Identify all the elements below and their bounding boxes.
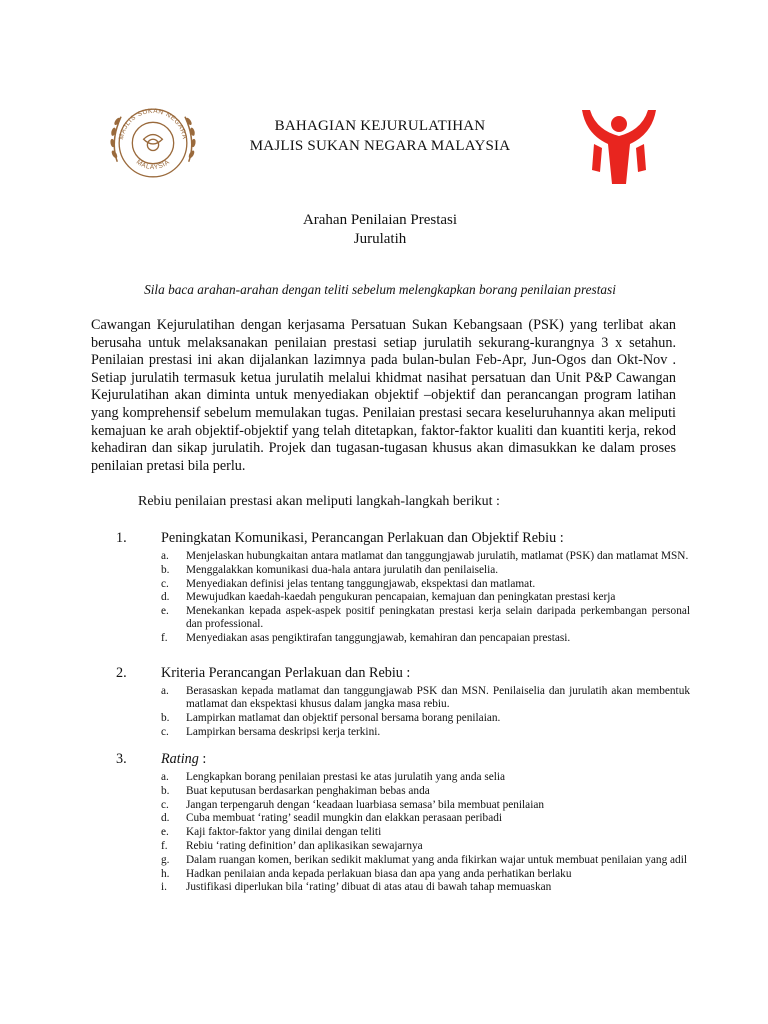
section-header <box>110 750 690 768</box>
item-text: Lampirkan bersama deskripsi kerja terkini. <box>186 725 381 738</box>
item-text: Buat keputusan berdasarkan penghakiman bebas anda <box>186 784 430 797</box>
org-line-1: BAHAGIAN KEJURULATIHAN <box>274 118 486 134</box>
item-text: Mewujudkan kaedah-kaedah pengukuran pencapaian, kemajuan dan peningkatan prestasi kerja <box>186 591 616 604</box>
section-items <box>110 685 690 739</box>
item-letter: g. <box>161 853 170 866</box>
list-item <box>110 591 690 604</box>
section-header <box>110 664 690 682</box>
section-title <box>161 750 206 768</box>
item-text: Hadkan penilaian anda kepada perlakuan biasa dan apa yang anda perhatikan berlaku <box>186 867 572 880</box>
item-text: Dalam ruangan komen, berikan sedikit maklumat yang anda fikirkan wajar untuk membuat penilaian yang adil <box>186 853 687 866</box>
item-text: Kaji faktor-faktor yang dinilai dengan teliti <box>186 826 382 839</box>
list-item <box>110 812 690 825</box>
section-title: Kriteria Perancangan Perlakuan dan Rebiu : <box>161 665 411 681</box>
list-item <box>110 578 690 591</box>
section-title: Peningkatan Komunikasi, Perancangan Perlakuan dan Objektif Rebiu : <box>161 530 564 546</box>
section-3 <box>110 750 690 895</box>
item-letter: a. <box>161 685 169 697</box>
document-title <box>200 211 560 249</box>
list-item <box>110 550 690 563</box>
seal-text-bottom: MALAYSIA <box>134 158 172 172</box>
section-1 <box>110 529 690 646</box>
item-letter: c. <box>161 577 169 590</box>
title-line-2: Jurulatih <box>353 231 407 247</box>
item-letter: i. <box>161 881 167 894</box>
item-letter: a. <box>161 550 169 562</box>
item-letter: f. <box>161 632 168 645</box>
red-figure-logo <box>578 104 660 192</box>
item-text: Lengkapkan borang penilaian prestasi ke atas jurulatih yang anda selia <box>186 771 506 783</box>
list-item <box>110 726 690 739</box>
item-text: Menekankan kepada aspek-aspek positif peningkatan prestasi kerja selain daripada perkembangan personal dan professional. <box>186 605 690 631</box>
item-text: Cuba membuat ‘rating’ seadil mungkin dan elakkan perasaan peribadi <box>186 812 502 825</box>
org-line-2: MAJLIS SUKAN NEGARA MALAYSIA <box>249 138 511 154</box>
item-letter: e. <box>161 605 169 618</box>
item-letter: b. <box>161 712 170 724</box>
list-item <box>110 564 690 577</box>
list-item <box>110 799 690 812</box>
item-text: Lampirkan matlamat dan objektif personal bersama borang penilaian. <box>186 712 501 724</box>
seal-text-top: MAJLIS SUKAN NEGARA <box>118 107 188 141</box>
item-letter: a. <box>161 771 169 783</box>
item-letter: b. <box>161 563 170 576</box>
item-letter: c. <box>161 798 169 811</box>
list-item <box>110 840 690 853</box>
list-item <box>110 771 690 784</box>
organisation-heading <box>200 116 560 156</box>
item-text: Menyediakan definisi jelas tentang tanggungjawab, ekspektasi dan matlamat. <box>186 577 536 590</box>
list-item <box>110 685 690 711</box>
instruction-note: Sila baca arahan-arahan dengan teliti sebelum melengkapkan borang penilaian prestasi <box>144 282 616 297</box>
item-letter: e. <box>161 826 169 839</box>
item-text: Menjelaskan hubungkaitan antara matlamat dan tanggungjawab jurulatih, matlamat (PSK) dan matlamat MSN. <box>186 550 689 562</box>
list-item <box>110 881 690 894</box>
item-letter: d. <box>161 591 170 604</box>
item-text: Berasaskan kepada matlamat dan tanggungjawab PSK dan MSN. Penilaiselia dan jurulatih akan membentuk matlamat dan ekspektasi khusus dalam jangka masa rebiu. <box>186 685 690 711</box>
section-2 <box>110 664 690 740</box>
section-items <box>110 550 690 645</box>
rating-label: Rating <box>161 751 199 767</box>
msn-seal-logo <box>106 96 200 190</box>
item-text: Rebiu ‘rating definition’ dan aplikasikan sewajarnya <box>186 839 423 852</box>
section-number: 1. <box>116 530 127 546</box>
item-letter: h. <box>161 867 170 880</box>
list-item <box>110 785 690 798</box>
section-items <box>110 771 690 895</box>
list-item <box>110 712 690 725</box>
intro-paragraph: Cawangan Kejurulatihan dengan kerjasama Persatuan Sukan Kebangsaan (PSK) yang terlibat akan berusaha untuk melaksanakan penilaian prestasi setiap jurulatih sekurang-kurangnya 3 x setahun. Penilaian prestasi ini akan dijalankan lazimnya pada bulan-bulan Feb-Apr, Jun-Ogos dan Okt-Nov . Setiap jurulatih termasuk ketua jurulatih melalui khidmat nasihat persatuan dan Unit P&P Cawangan Kejurulatihan akan diminta untuk menyediakan objektif –objektif dan perancangan program latihan yang komprehensif sebelum memulakan tugas. Penilaian prestasi secara keseluruhannya akan meliputi kemajuan ke arah objektif-objektif yang telah ditetapkan, faktor-faktor kualiti dan kuantiti kerja, rekod kehadiran dan sikap jurulatih. Projek dan tugasan-tugasan khusus akan dimasukkan ke dalam proses penilaian pretasi bila perlu. <box>91 317 676 474</box>
list-item <box>110 826 690 839</box>
item-text: Jangan terpengaruh dengan ‘keadaan luarbiasa semasa’ bila membuat penilaian <box>186 798 544 811</box>
item-text: Menyediakan asas pengiktirafan tanggungjawab, kemahiran dan pencapaian prestasi. <box>186 632 571 645</box>
item-text: Justifikasi diperlukan bila ‘rating’ dibuat di atas atau di bawah tahap memuaskan <box>186 881 552 894</box>
section-header <box>110 529 690 547</box>
list-item <box>110 632 690 645</box>
list-item <box>110 854 690 867</box>
item-letter: c. <box>161 725 169 738</box>
list-item <box>110 605 690 631</box>
section-number: 2. <box>116 665 127 681</box>
item-text: Menggalakkan komunikasi dua-hala antara jurulatih dan penilaiselia. <box>186 563 499 576</box>
title-line-1: Arahan Penilaian Prestasi <box>302 212 458 228</box>
item-letter: d. <box>161 812 170 825</box>
review-lead-text: Rebiu penilaian prestasi akan meliputi langkah-langkah berikut : <box>138 494 500 509</box>
item-letter: f. <box>161 839 168 852</box>
item-letter: b. <box>161 784 170 797</box>
list-item <box>110 868 690 881</box>
section-number: 3. <box>116 751 127 767</box>
rating-colon: : <box>198 751 207 767</box>
